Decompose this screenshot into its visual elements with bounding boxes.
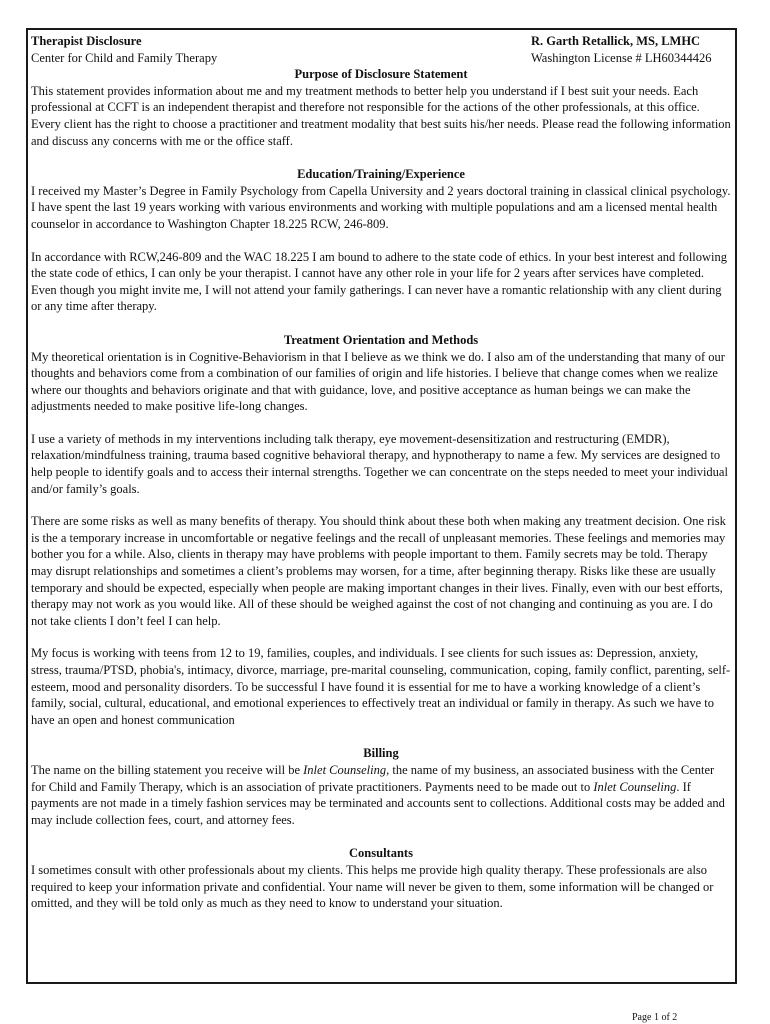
organization-name: Center for Child and Family Therapy: [31, 50, 218, 65]
billing-text-1: The name on the billing statement you receive will be: [31, 762, 304, 777]
document-title: Therapist Disclosure: [31, 34, 142, 48]
header-row-2: [31, 50, 731, 67]
billing-text-3: . If payments are not made in a timely fashion services may be terminated and accounts sent to collections. Additional costs may be added and may include collection fees, court, and attorney fees.: [31, 779, 725, 827]
therapist-name: R. Garth Retallick, MS, LMHC: [531, 34, 701, 48]
billing-paragraph: [31, 762, 731, 828]
license-number: Washington License # LH60344426: [531, 50, 712, 65]
consultants-heading: Consultants: [349, 846, 413, 861]
page-number: Page 1 of 2: [632, 1012, 678, 1023]
billing-text-2: , the name of my business, an associated business with the Center for Child and Family Therapy, which is an association of private practitioners. Payments need to be made out to: [31, 762, 715, 794]
treatment-paragraph-2: I use a variety of methods in my interventions including talk therapy, eye movement-desensitization and restructuring (EMDR), relaxation/mindfulness training, trauma based cognitive behavioral therapy, and hypnotherapy to name a few. My services are designed to help people to identify goals and to access their internal strengths. Together we can concentrate on the steps needed to meet your individual and/or family’s goals.: [31, 431, 728, 496]
document-body: [31, 33, 731, 912]
consultants-paragraph: I sometimes consult with other professionals about my clients. This helps me provide high quality therapy. These professionals are also required to keep your information private and confidential. Your name will never be given to them, some information will be changed or omitted, and they will be told only as much as they need to know to understand your situation.: [31, 862, 714, 911]
education-heading: Education/Training/Experience: [297, 167, 465, 182]
treatment-heading: Treatment Orientation and Methods: [283, 332, 479, 347]
treatment-paragraph-4: My focus is working with teens from 12 to 19, families, couples, and individuals. I see clients for such issues as: Depression, anxiety, stress, trauma/PTSD, phobia's, intimacy, divorce, marriage, pre-marital counseling, communication, coping, family conflict, parenting, self-esteem, mood and personality disorders. To be successful I have found it is essential for me to have a working knowledge of a client’s family, social, cultural, educational, and emotional experiences to effectively treat an individual or family in therapy. As such we have to have an open and honest communication: [31, 646, 731, 727]
billing-business-name-2: Inlet Counseling: [593, 779, 677, 794]
billing-business-name: Inlet Counseling: [303, 762, 387, 777]
treatment-paragraph-3: There are some risks as well as many benefits of therapy. You should think about these both when making any treatment decision. One risk is the a temporary increase in uncomfortable or negative feelings and the recall of unpleasant memories. These feelings and memories may bother you for a while. Also, clients in therapy may have problems with people important to them. Family secrets may be told. Therapy may disrupt relationships and sometimes a client’s problems may worsen, for a time, after beginning therapy. Risks like these are usually temporary and should be expected, especially when people are making important changes in their lives. Finally, even with our best efforts, therapy may not work as you would like. All of these should be weighed against the cost of not changing and continuing as you are. I do not take clients I don’t feel I can help.: [31, 514, 726, 628]
billing-heading: Billing: [363, 746, 399, 761]
purpose-heading: Purpose of Disclosure Statement: [294, 67, 468, 82]
header-row-1: [31, 33, 731, 50]
education-paragraph-1: I received my Master’s Degree in Family Psychology from Capella University and 2 years doctoral training in classical clinical psychology. I have spent the last 19 years working with various environments and working with multiple populations and am a licensed mental health counselor in accordance to Washington Chapter 18.225 RCW, 246-809.: [31, 183, 731, 231]
treatment-paragraph-1: My theoretical orientation is in Cognitive-Behaviorism in that I believe as we think we do. I also am of the understanding that many of our thoughts and behaviors come from a combination of our families of origin and life histories. I believe that change comes when we realize where our thoughts and behaviors originate and that with guidance, love, and positive acceptance as human beings we can make the adjustments needed to make positive life-long changes.: [31, 349, 725, 414]
purpose-paragraph: This statement provides information about me and my treatment methods to better help you understand if I best suit your needs. Each professional at CCFT is an independent therapist and therefore not responsible for the actions of the other professionals, at this office. Every client has the right to choose a practitioner and treatment modality that best suits his/her needs. Please read the following information and discuss any concerns with me or the office staff.: [31, 83, 731, 148]
education-paragraph-2: In accordance with RCW,246-809 and the WAC 18.225 I am bound to adhere to the state code of ethics. In your best interest and following the state code of ethics, I can only be your therapist. I cannot have any other role in your life for 2 years after services have completed. Even though you might invite me, I will not attend your family gatherings. I can never have a romantic relationship with any client during or any time after therapy.: [31, 249, 728, 314]
